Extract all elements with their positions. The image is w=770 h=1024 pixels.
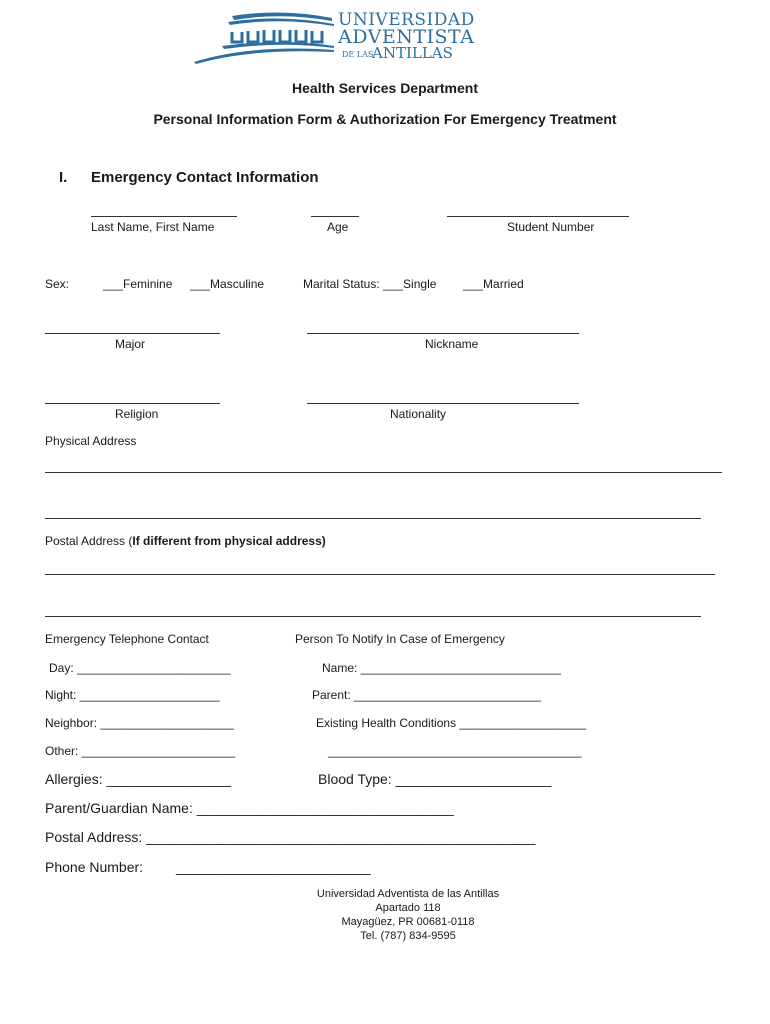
option-married[interactable]: ___Married (463, 277, 524, 291)
label-student-number: Student Number (507, 220, 595, 234)
section-number: I. (59, 169, 68, 186)
footer-line-1: Universidad Adventista de las Antillas (316, 888, 500, 900)
physical-address-line-2[interactable] (45, 518, 701, 519)
department-title: Health Services Department (292, 80, 478, 96)
field-other[interactable]: Other: _______________________ (45, 744, 236, 758)
footer-address (258, 887, 558, 943)
label-nickname: Nickname (425, 337, 479, 351)
label-religion: Religion (115, 407, 159, 421)
field-postal-address[interactable]: Postal Address: __________________________________________________ (45, 829, 536, 845)
label-major: Major (115, 337, 146, 351)
field-allergies[interactable]: Allergies: ________________ (45, 771, 232, 787)
postal-address-line-2[interactable] (45, 616, 701, 617)
label-nationality: Nationality (390, 407, 447, 421)
field-parent[interactable]: Parent: ____________________________ (312, 688, 541, 702)
logo-line-1: UNIVERSIDAD (338, 10, 475, 30)
option-masculine[interactable]: ___Masculine (190, 277, 265, 291)
logo-line-2: ADVENTISTA (338, 26, 475, 48)
label-phone-number: Phone Number: (45, 859, 144, 875)
field-neighbor[interactable]: Neighbor: ____________________ (45, 716, 234, 730)
field-blood-type[interactable]: Blood Type: ____________________ (318, 771, 552, 787)
field-night[interactable]: Night: _____________________ (45, 688, 220, 702)
label-sex: Sex: (45, 277, 70, 291)
footer-line-4: Tel. (787) 834-9595 (360, 930, 456, 942)
label-name: Last Name, First Name (91, 220, 215, 234)
logo-line-3: ANTILLAS (372, 44, 453, 62)
field-phone-number[interactable]: _________________________ (176, 859, 371, 875)
religion-line[interactable] (45, 403, 220, 404)
building-emblem-icon (192, 8, 342, 64)
label-physical-address: Physical Address (45, 434, 137, 448)
age-line[interactable] (311, 216, 359, 217)
logo-line-3-prefix: DE LAS (342, 50, 374, 59)
field-day[interactable]: Day: _______________________ (49, 661, 231, 675)
student-number-line[interactable] (447, 216, 629, 217)
field-extra-blank[interactable]: ______________________________________ (328, 744, 582, 758)
university-logo (192, 8, 482, 66)
postal-address-note: If different from physical address) (132, 534, 326, 548)
label-age: Age (327, 220, 349, 234)
name-line[interactable] (91, 216, 237, 217)
footer-line-2: Apartado 118 (375, 902, 441, 914)
label-postal-address (45, 534, 326, 548)
major-line[interactable] (45, 333, 220, 334)
heading-emergency-phone: Emergency Telephone Contact (45, 632, 209, 646)
footer-line-3: Mayagüez, PR 00681-0118 (341, 916, 475, 928)
heading-person-notify: Person To Notify In Case of Emergency (295, 632, 505, 646)
section-title: Emergency Contact Information (91, 169, 319, 186)
marital-status-single[interactable]: Marital Status: ___Single (303, 277, 437, 291)
postal-address-prefix: Postal Address ( (45, 534, 133, 548)
option-feminine[interactable]: ___Feminine (103, 277, 173, 291)
physical-address-line-1[interactable] (45, 472, 722, 473)
field-existing-conditions[interactable]: Existing Health Conditions ___________________ (316, 716, 587, 730)
nationality-line[interactable] (307, 403, 579, 404)
field-parent-guardian[interactable]: Parent/Guardian Name: _________________________________ (45, 800, 454, 816)
field-name[interactable]: Name: ______________________________ (322, 661, 561, 675)
postal-address-line-1[interactable] (45, 574, 715, 575)
nickname-line[interactable] (307, 333, 579, 334)
form-title: Personal Information Form & Authorization For Emergency Treatment (153, 111, 617, 127)
